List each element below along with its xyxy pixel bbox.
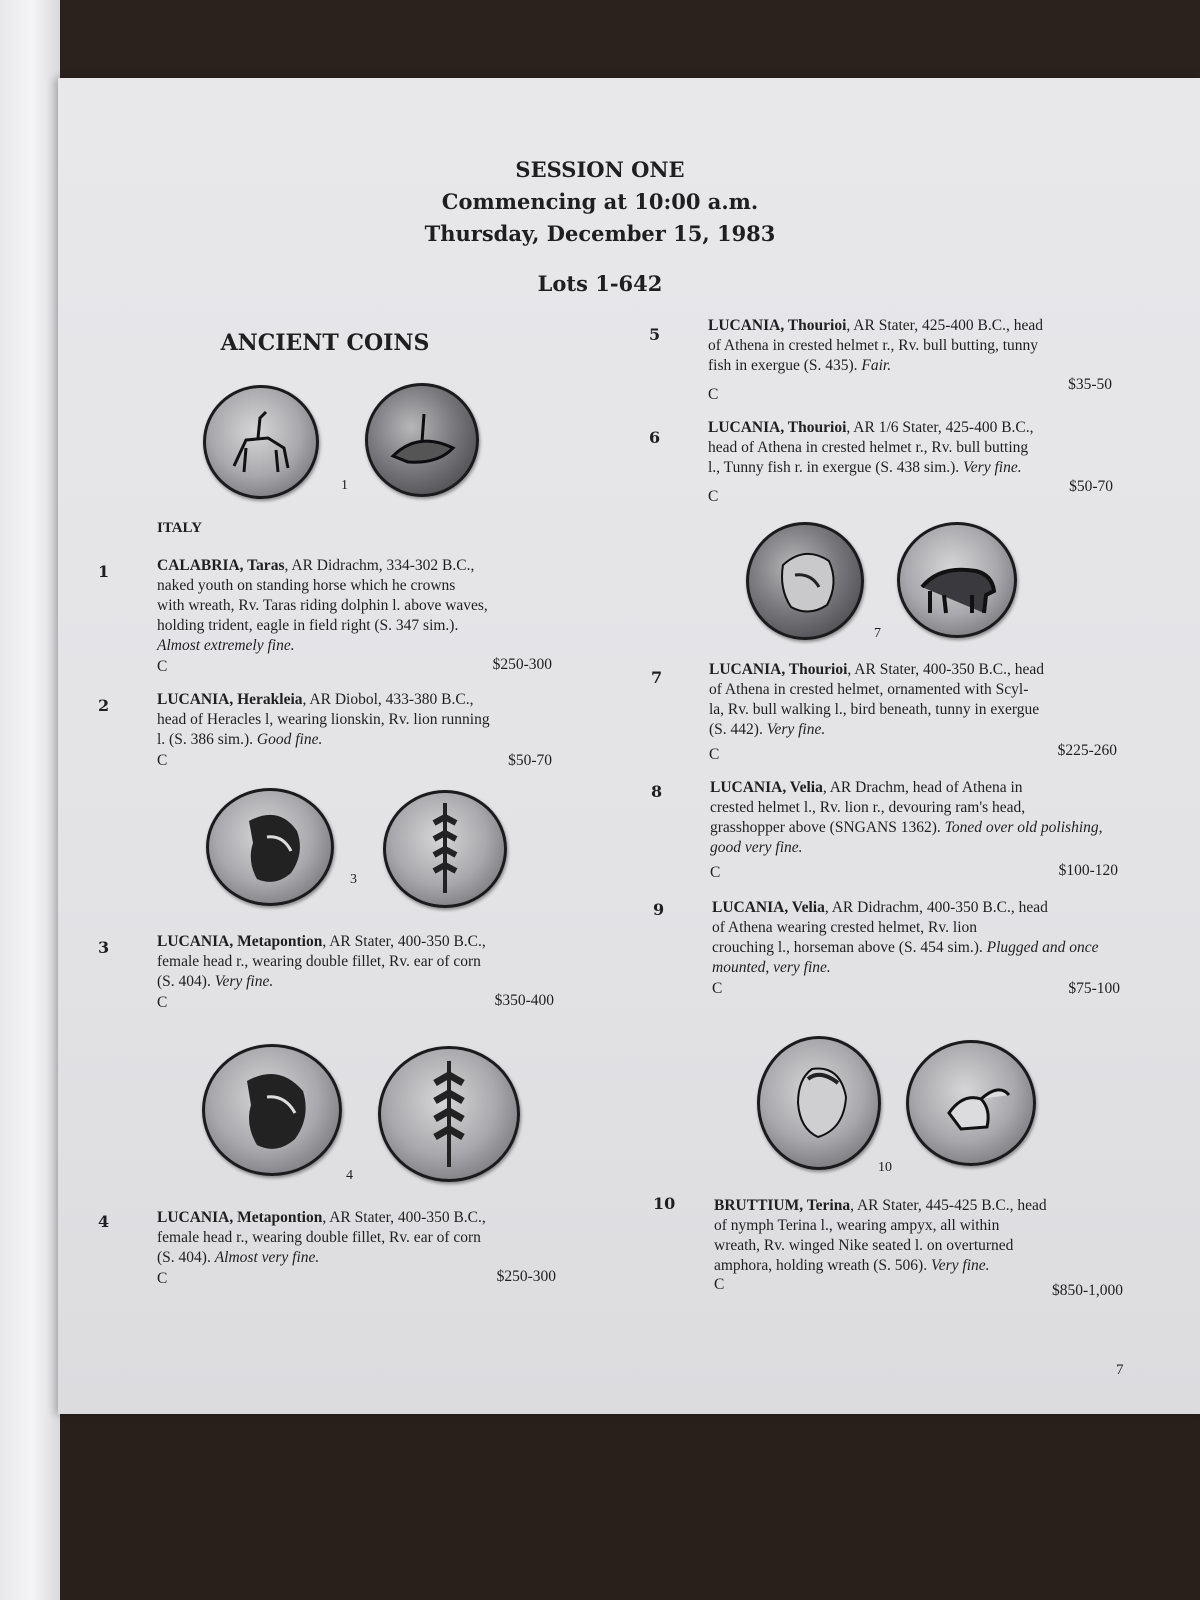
lot-summary: , AR Didrachm, 400-350 B.C., head — [824, 899, 1048, 916]
background-top — [0, 0, 1200, 84]
lot-line: head of Heracles l, wearing lionskin, Rv. lion running — [157, 711, 490, 728]
lot-description — [714, 1196, 1128, 1276]
lot-line: fish in exergue (S. 435). — [708, 357, 858, 374]
lot-title: LUCANIA, Velia — [712, 899, 825, 916]
lot-estimate: $250-300 — [496, 1268, 556, 1285]
lot-title: LUCANIA, Thourioi — [709, 661, 848, 678]
lot-description — [157, 556, 552, 656]
lot-summary: , AR Drachm, head of Athena in — [822, 779, 1023, 796]
lot-estimate: $50-70 — [1069, 478, 1113, 495]
lot-code: C — [157, 658, 168, 675]
lot-code: C — [708, 488, 719, 505]
lot-estimate: $850-1,000 — [1051, 1282, 1123, 1299]
coin-label-1: 1 — [341, 478, 348, 493]
lot-estimate: $100-120 — [1058, 862, 1118, 879]
section-title: ANCIENT COINS — [220, 330, 430, 356]
lot-number: 6 — [649, 428, 661, 447]
lot-code: C — [714, 1276, 725, 1293]
lot-estimate: $50-70 — [508, 752, 552, 769]
lot-description — [710, 778, 1124, 858]
lot-line: l. (S. 386 sim.). — [157, 731, 254, 748]
lot-line: grasshopper above (SNGANS 1362). — [710, 819, 941, 836]
coin-10-obverse — [757, 1036, 881, 1170]
coin-7-obverse — [746, 522, 864, 640]
lot-grade: Very fine. — [766, 721, 826, 738]
lot-line: female head r., wearing double fillet, Rv. ear of corn — [157, 953, 481, 970]
lot-range: Lots 1-642 — [537, 271, 663, 296]
lot-line: (S. 404). — [157, 973, 211, 990]
lot-code: C — [708, 386, 719, 403]
lot-summary: , AR Stater, 400-350 B.C., — [322, 933, 486, 950]
lot-number: 8 — [651, 782, 663, 801]
lot-title: LUCANIA, Metapontion — [157, 933, 323, 950]
lot-description — [709, 660, 1123, 740]
lot-title: LUCANIA, Thourioi — [708, 317, 847, 334]
lot-code: C — [710, 864, 721, 881]
lot-line: female head r., wearing double fillet, Rv. ear of corn — [157, 1229, 481, 1246]
lot-line: of Athena in crested helmet r., Rv. bull butting, tunny — [708, 337, 1039, 354]
lot-line: crested helmet l., Rv. lion r., devouring ram's head, — [710, 799, 1026, 816]
lot-grade: Almost very fine. — [214, 1249, 320, 1266]
lot-line: l., Tunny fish r. in exergue (S. 438 sim.). — [708, 459, 960, 476]
lot-line: with wreath, Rv. Taras riding dolphin l. above waves, — [157, 597, 488, 614]
coin-10-reverse — [906, 1040, 1036, 1166]
coin-7-reverse — [897, 522, 1017, 638]
lot-grade: Very fine. — [214, 973, 274, 990]
lot-title: LUCANIA, Metapontion — [157, 1209, 323, 1226]
lot-title: BRUTTIUM, Terina — [714, 1197, 851, 1214]
lot-summary: , AR Stater, 400-350 B.C., — [322, 1209, 486, 1226]
lot-grade: Very fine. — [963, 459, 1022, 476]
lot-number: 4 — [98, 1212, 110, 1231]
lot-estimate: $35-50 — [1068, 376, 1112, 393]
lot-title: LUCANIA, Herakleia — [157, 691, 303, 708]
region-heading: ITALY — [157, 520, 203, 536]
lot-description — [708, 316, 1118, 376]
session-date: Thursday, December 15, 1983 — [424, 221, 776, 246]
lot-code: C — [709, 746, 720, 763]
lot-number: 1 — [98, 562, 110, 581]
lot-grade: Plugged and once mounted, very fine. — [712, 939, 1099, 976]
lot-description — [708, 418, 1120, 478]
lot-line: naked youth on standing horse which he crowns — [157, 577, 456, 594]
lot-number: 7 — [651, 668, 663, 687]
lot-code: C — [712, 980, 723, 997]
lot-summary: , AR 1/6 Stater, 425-400 B.C., — [846, 419, 1034, 436]
lot-line: la, Rv. bull walking l., bird beneath, tunny in exergue — [709, 701, 1040, 718]
lot-estimate: $225-260 — [1057, 742, 1117, 759]
lot-number: 9 — [653, 900, 665, 919]
lot-grade: Very fine. — [930, 1257, 990, 1274]
lot-title: LUCANIA, Velia — [710, 779, 823, 796]
background-bottom — [0, 1410, 1200, 1600]
coin-label-7: 7 — [874, 626, 881, 641]
lot-summary: , AR Didrachm, 334-302 B.C., — [284, 557, 475, 574]
lot-summary: , AR Diobol, 433-380 B.C., — [302, 691, 474, 708]
lot-code: C — [157, 994, 168, 1011]
lot-number: 2 — [98, 696, 110, 715]
lot-line: of nymph Terina l., wearing ampyx, all within — [714, 1217, 1000, 1234]
lot-line: wreath, Rv. winged Nike seated l. on overturned — [714, 1237, 1014, 1254]
lot-description — [157, 1208, 557, 1268]
lot-line: of Athena in crested helmet, ornamented with Scyl- — [709, 681, 1029, 698]
lot-line: holding trident, eagle in field right (S. 347 sim.). — [157, 617, 459, 634]
lot-description — [712, 898, 1126, 978]
facing-page-edge — [0, 0, 60, 1600]
coin-label-10: 10 — [878, 1160, 892, 1175]
coin-label-4: 4 — [346, 1168, 353, 1183]
lot-number: 10 — [653, 1194, 676, 1213]
lot-grade: Good fine. — [256, 731, 323, 748]
lot-grade: Toned over old polishing, good very fine. — [710, 819, 1103, 856]
lot-grade: Almost extremely fine. — [157, 637, 295, 654]
coin-3-obverse — [206, 788, 334, 906]
lot-line: of Athena wearing crested helmet, Rv. lion — [712, 919, 977, 936]
lot-estimate: $250-300 — [492, 656, 552, 673]
lot-grade: Fair. — [861, 357, 892, 374]
coin-label-3: 3 — [350, 872, 357, 887]
session-title: SESSION ONE — [515, 157, 685, 182]
lot-title: LUCANIA, Thourioi — [708, 419, 847, 436]
lot-line: amphora, holding wreath (S. 506). — [714, 1257, 928, 1274]
lot-line: (S. 404). — [157, 1249, 211, 1266]
lot-summary: , AR Stater, 425-400 B.C., head — [846, 317, 1043, 334]
coin-4-obverse — [202, 1044, 342, 1176]
lot-line: (S. 442). — [709, 721, 763, 738]
lot-number: 5 — [649, 325, 661, 344]
lot-summary: , AR Stater, 445-425 B.C., head — [850, 1197, 1047, 1214]
lot-description — [157, 932, 557, 992]
coin-1-obverse — [203, 385, 319, 499]
lot-line: head of Athena in crested helmet r., Rv. bull butting — [708, 439, 1029, 456]
coin-3-reverse — [383, 790, 507, 908]
lot-estimate: $75-100 — [1068, 980, 1120, 997]
lot-title: CALABRIA, Taras — [157, 557, 285, 574]
coin-1-reverse — [365, 383, 479, 497]
page-number: 7 — [1116, 1362, 1124, 1378]
lot-code: C — [157, 752, 168, 769]
session-time: Commencing at 10:00 a.m. — [441, 189, 759, 214]
lot-estimate: $350-400 — [494, 992, 554, 1009]
lot-number: 3 — [98, 938, 110, 957]
coin-4-reverse — [378, 1046, 520, 1182]
lot-code: C — [157, 1270, 168, 1287]
lot-line: crouching l., horseman above (S. 454 sim.). — [712, 939, 983, 956]
lot-description — [157, 690, 552, 750]
lot-summary: , AR Stater, 400-350 B.C., head — [847, 661, 1044, 678]
